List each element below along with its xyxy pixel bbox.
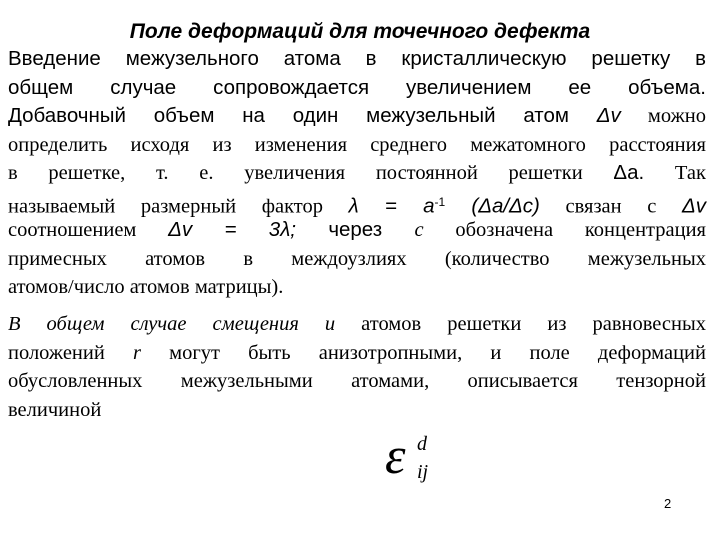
p1-line-7: соотношением Δv = 3λ; через c обозначена концентрация <box>8 218 706 241</box>
p2-line-2: положений r могут быть анизотропными, и поле деформаций <box>8 341 706 364</box>
p2-line-4: величиной <box>8 398 102 421</box>
formula-subscript: ij <box>417 461 429 483</box>
p1-line-5: в решетке, т. е. увеличения постоянной решетки Δa. Так <box>8 161 706 184</box>
p2-line-3: обусловленных межузельными атомами, описывается тензорной <box>8 370 706 392</box>
p1-line-6: называемый размерный фактор $\lambda = a^{-1}$ (Δa/Δc) связан с Δv <box>8 193 707 217</box>
slide-title: Поле деформаций для точечного дефекта <box>129 20 591 43</box>
p1-line-1: Введение межузельного атома в кристаллическую решетку в <box>8 47 706 70</box>
p2-line-1: В общем случае смещения u атомов решетки из равновесных <box>8 313 706 335</box>
p1-line-8: примесных атомов в междоузлиях (количество межузельных <box>8 247 706 270</box>
p1-line-9: атомов/число атомов матрицы). <box>8 276 284 298</box>
p1-line-3: Добавочный объем на один межузельный атом Δv можно <box>8 104 706 127</box>
paragraph-2 <box>8 310 706 424</box>
strain-tensor-formula <box>385 428 465 488</box>
p1-line-2: общем случае сопровождается увеличением ее объема. <box>8 75 706 99</box>
formula-superscript: d <box>417 433 427 455</box>
p1-line-4: определить исходя из изменения среднего межатомного расстояния <box>8 133 706 156</box>
page-number: 2 <box>664 496 672 511</box>
epsilon-symbol: ε <box>385 428 406 485</box>
paragraph-1 <box>8 45 706 302</box>
